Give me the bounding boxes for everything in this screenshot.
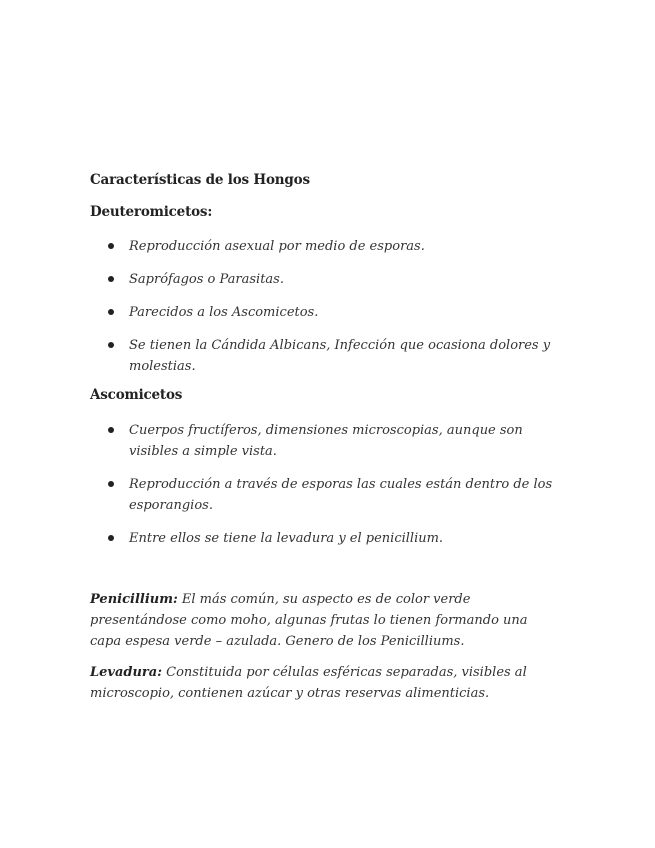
ascomicetos-list [105,420,575,561]
list-item [105,302,575,323]
heading-deuteromicetos: Deuteromicetos: [90,204,213,220]
list-item [105,528,575,549]
penicillium-paragraph [90,589,560,652]
list-item-text: Parecidos a los Ascomicetos. [129,305,319,320]
deuteromicetos-list [105,236,575,389]
bullet-icon [108,427,114,433]
bullet-icon [108,481,114,487]
bullet-icon [108,243,114,249]
list-item [105,420,575,462]
bullet-icon [108,342,114,348]
heading-ascomicetos: Ascomicetos [90,387,183,403]
penicillium-text: El más común, su aspecto es de color verde presentándose como moho, algunas frutas lo tienen formando una capa espesa verde – azulada. Genero de los Penicilliums. [90,592,528,649]
list-item [105,236,575,257]
levadura-paragraph [90,662,560,704]
list-item-text: Se tienen la Cándida Albicans, Infección que ocasiona dolores y molestias. [129,338,551,374]
list-item-text: Saprófagos o Parasitas. [129,272,284,287]
bullet-icon [108,309,114,315]
list-item [105,474,575,516]
bullet-icon [108,276,114,282]
levadura-term: Levadura: [90,665,163,680]
document-title: Características de los Hongos [90,172,310,188]
list-item-text: Reproducción a través de esporas las cuales están dentro de los esporangios. [129,477,553,513]
levadura-text: Constituida por células esféricas separadas, visibles al microscopio, contienen azúcar y otras reservas alimenticias. [90,665,527,701]
list-item [105,269,575,290]
list-item [105,335,575,377]
list-item-text: Reproducción asexual por medio de esporas. [129,239,425,254]
list-item-text: Cuerpos fructíferos, dimensiones microscopias, aunque son visibles a simple vista. [129,423,523,459]
penicillium-term: Penicillium: [90,592,178,607]
list-item-text: Entre ellos se tiene la levadura y el penicillium. [129,531,444,546]
bullet-icon [108,535,114,541]
